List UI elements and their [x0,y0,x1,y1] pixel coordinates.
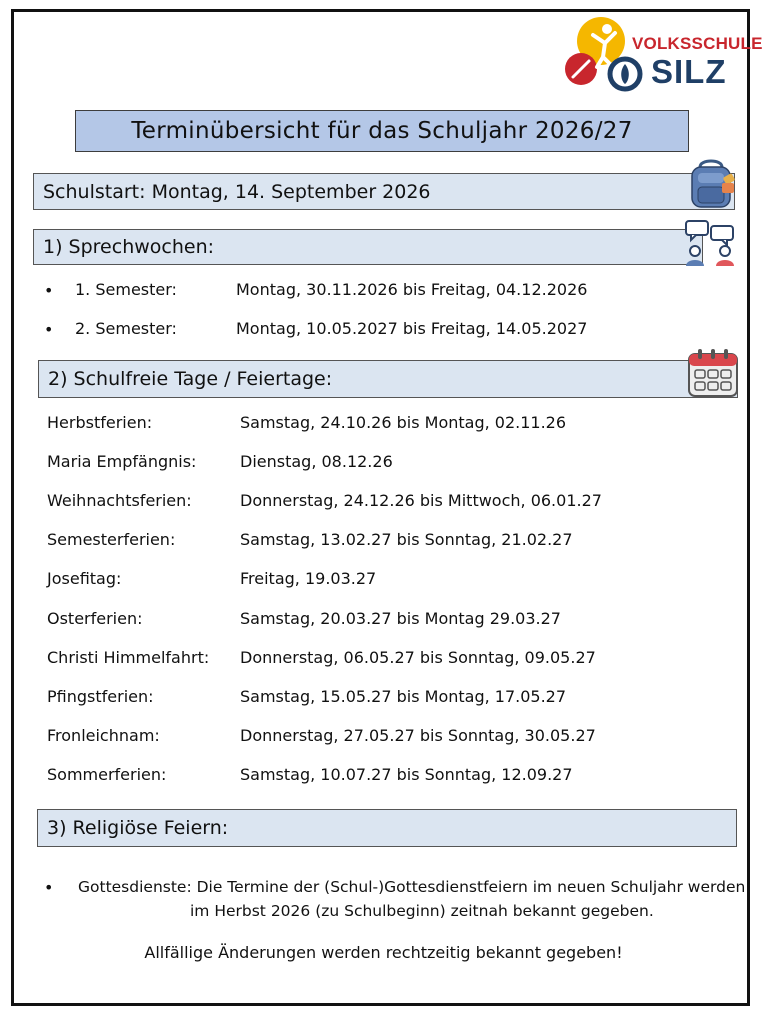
logo-line-top: VOLKSSCHULE [632,34,763,53]
holiday-value: Donnerstag, 27.05.27 bis Sonntag, 30.05.27 [240,726,596,745]
holiday-label: Maria Empfängnis: [47,452,197,471]
holiday-label: Pfingstferien: [47,687,154,706]
semester-1-label: 1. Semester: [75,280,177,299]
logo-line-main: SILZ [651,53,727,90]
holiday-label: Fronleichnam: [47,726,160,745]
holiday-value: Dienstag, 08.12.26 [240,452,393,471]
holiday-value: Samstag, 24.10.26 bis Montag, 02.11.26 [240,413,567,432]
conversation-icon [683,218,737,268]
holiday-label: Semesterferien: [47,530,176,549]
holiday-value: Samstag, 20.03.27 bis Montag 29.03.27 [240,609,561,628]
bullet-icon: • [44,878,54,897]
holiday-label: Osterferien: [47,609,143,628]
sprechwochen-heading: 1) Sprechwochen: [33,229,703,265]
religioese-feiern-heading: 3) Religiöse Feiern: [37,809,737,847]
holiday-label: Josefitag: [47,569,122,588]
holiday-value: Freitag, 19.03.27 [240,569,377,588]
changes-notice: Allfällige Änderungen werden rechtzeitig bekannt gegeben! [144,943,623,962]
semester-2-value: Montag, 10.05.2027 bis Freitag, 14.05.2027 [236,319,588,338]
semester-1-value: Montag, 30.11.2026 bis Freitag, 04.12.2026 [236,280,588,299]
holiday-label: Sommerferien: [47,765,167,784]
page-title: Terminübersicht für das Schuljahr 2026/27 [75,110,689,152]
holiday-value: Donnerstag, 06.05.27 bis Sonntag, 09.05.27 [240,648,596,667]
bullet-icon: • [44,320,54,339]
bullet-icon: • [44,281,54,300]
holiday-label: Christi Himmelfahrt: [47,648,210,667]
backpack-icon [684,157,738,211]
holiday-label: Weihnachtsferien: [47,491,192,510]
holiday-value: Samstag, 13.02.27 bis Sonntag, 21.02.27 [240,530,573,549]
schulstart-banner: Schulstart: Montag, 14. September 2026 [33,173,735,210]
holiday-value: Samstag, 15.05.27 bis Montag, 17.05.27 [240,687,567,706]
gottesdienste-line-1: Gottesdienste: Die Termine der (Schul-)Gottesdienstfeiern im neuen Schuljahr werden [78,878,746,896]
holiday-value: Donnerstag, 24.12.26 bis Mittwoch, 06.01.27 [240,491,602,510]
holiday-label: Herbstferien: [47,413,153,432]
gottesdienste-line-2: im Herbst 2026 (zu Schulbeginn) zeitnah bekannt gegeben. [190,902,654,920]
schulfreie-tage-heading: 2) Schulfreie Tage / Feiertage: [38,360,738,398]
calendar-icon [686,346,740,398]
holiday-value: Samstag, 10.07.27 bis Sonntag, 12.09.27 [240,765,573,784]
semester-2-label: 2. Semester: [75,319,177,338]
